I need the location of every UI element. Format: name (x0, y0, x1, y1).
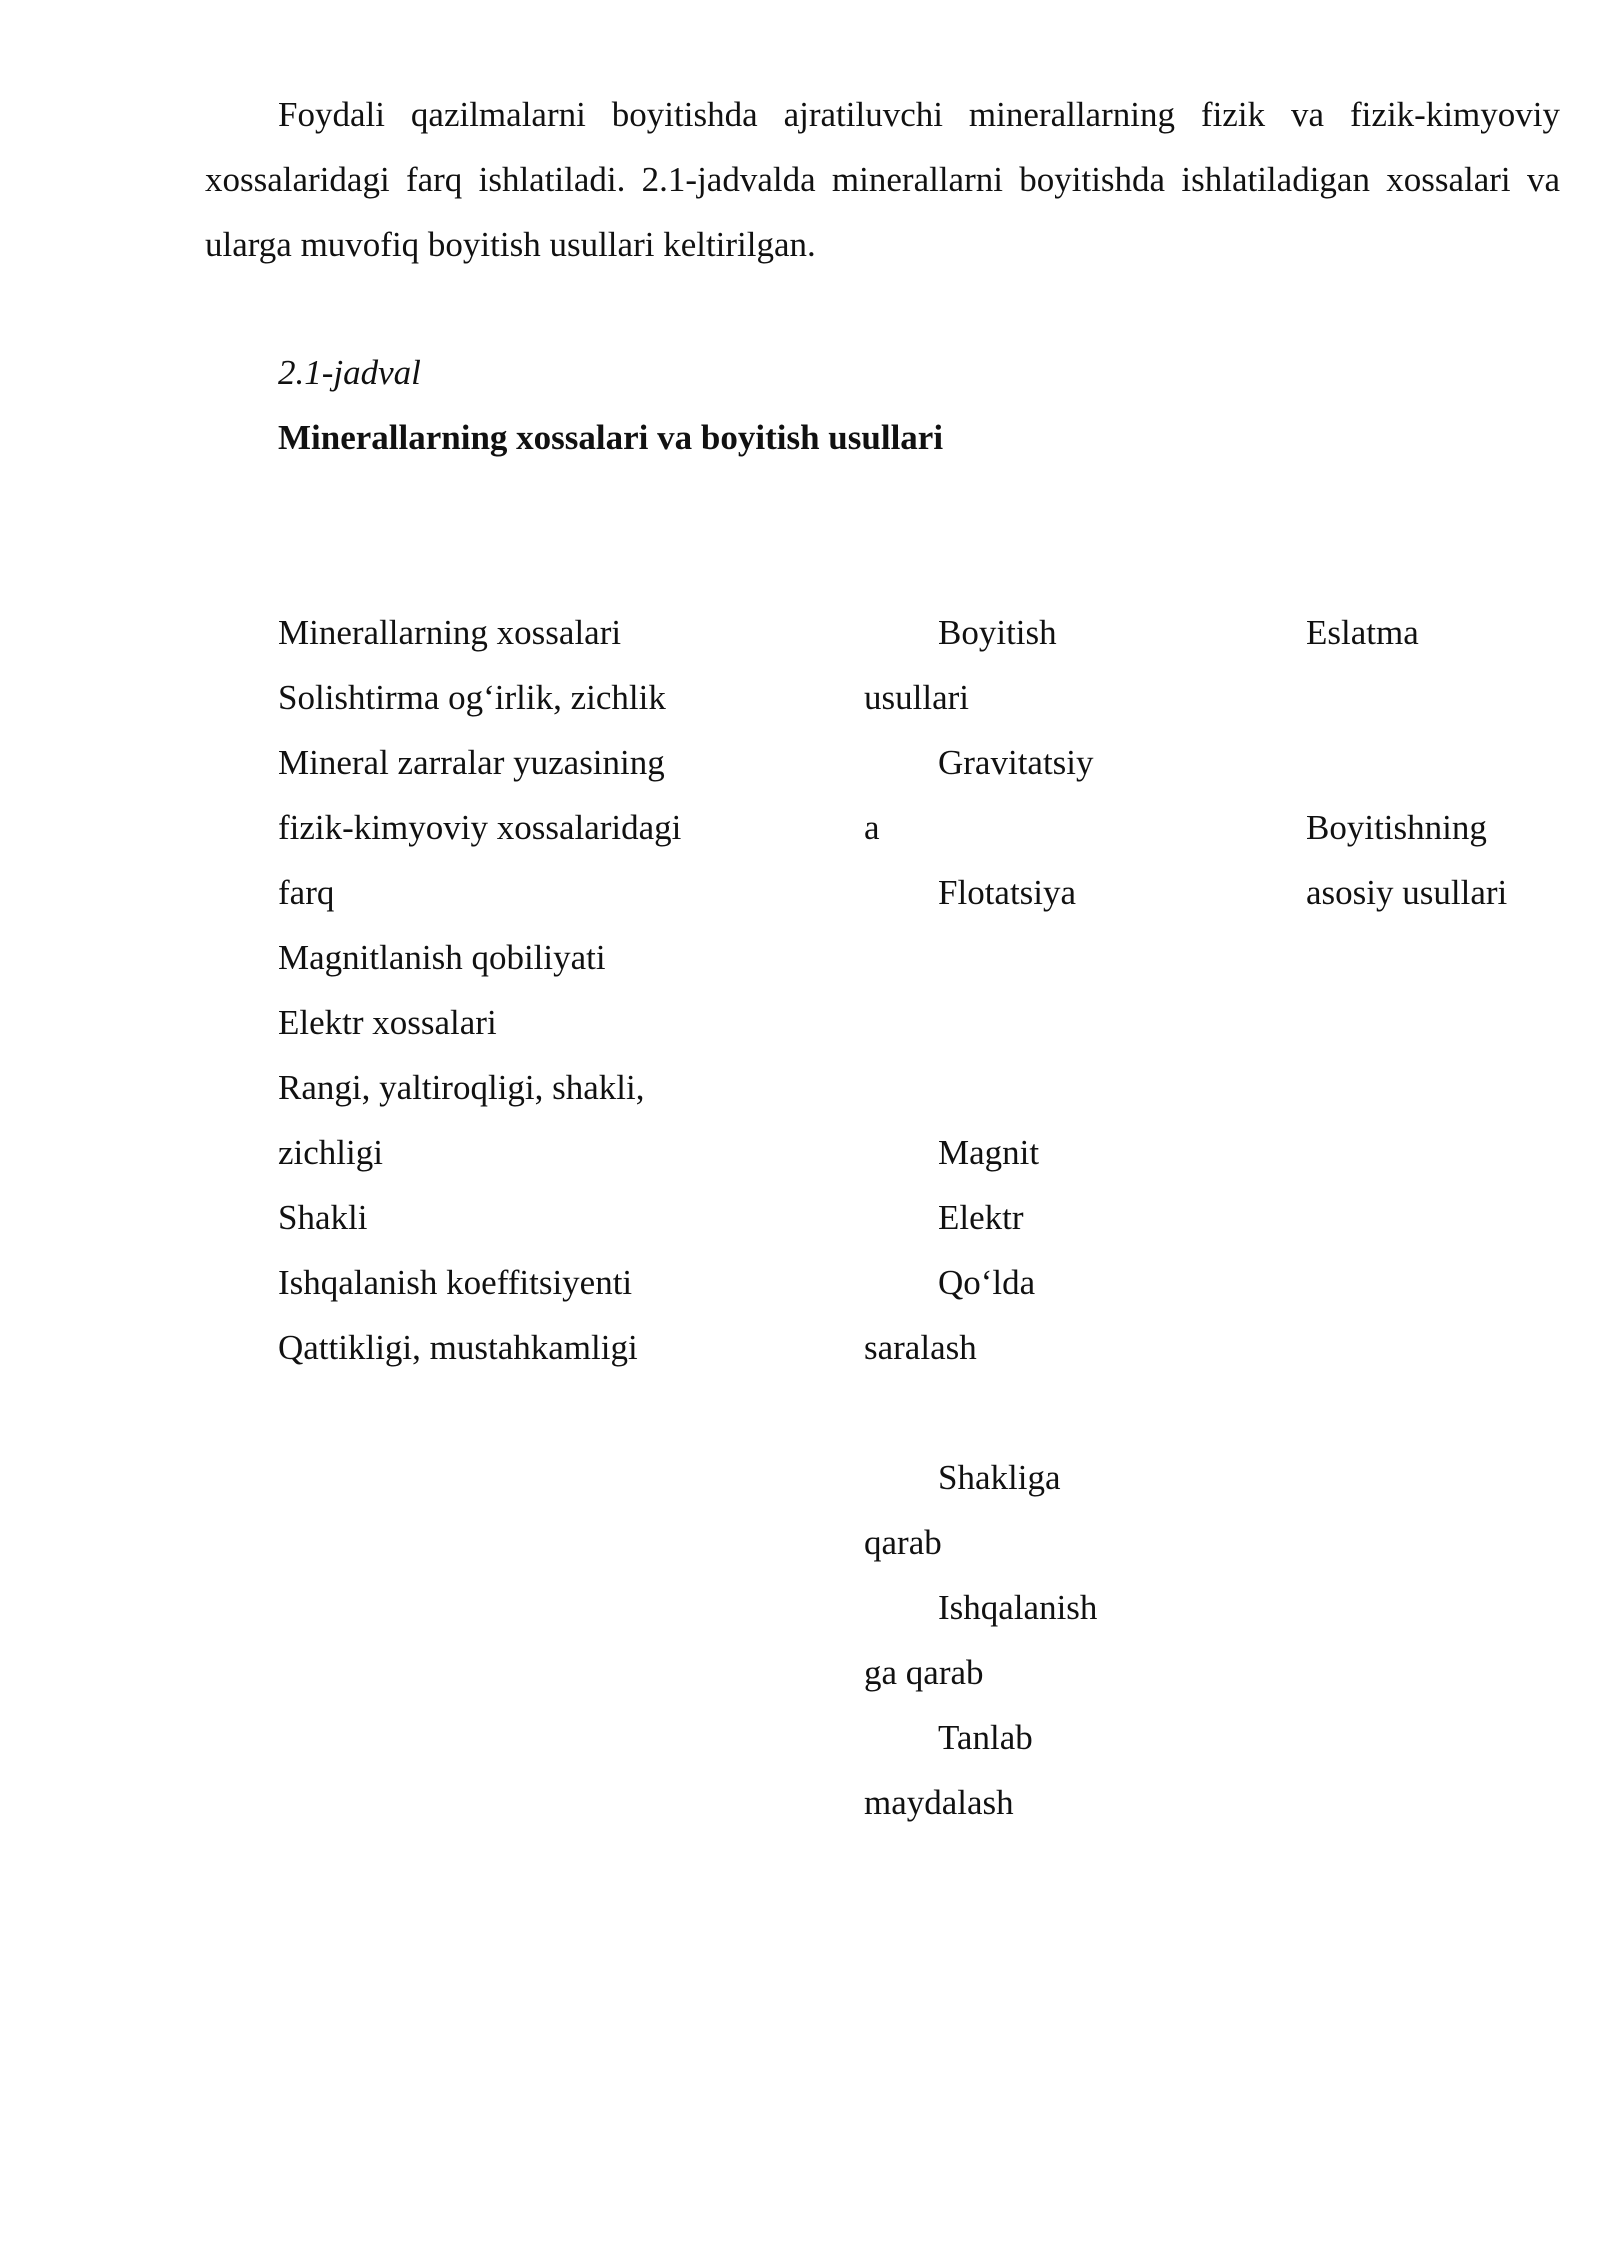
methods-column (864, 600, 1194, 1835)
method-spacer (864, 925, 1194, 990)
method-line: Qo‘lda (938, 1263, 1036, 1302)
property-line: Shakli (278, 1198, 368, 1237)
method-line: a (864, 808, 880, 847)
property-line: Mineral zarralar yuzasining (278, 743, 665, 782)
properties-column (278, 600, 838, 1380)
method-spacer (864, 1055, 1194, 1120)
notes-header: Eslatma (1306, 613, 1419, 652)
method-line: saralash (864, 1328, 977, 1367)
note-line: asosiy usullari (1306, 873, 1508, 912)
method-line: qarab (864, 1523, 942, 1562)
method-spacer (864, 990, 1194, 1055)
method-line: Gravitatsiy (938, 743, 1094, 782)
intro-paragraph: Foydali qazilmalarni boyitishda ajratiluvchi minerallarning fizik va fizik-kimyoviy xossalaridagi farq ishlatiladi. 2.1-jadvalda minerallarni boyitishda ishlatiladigan xossalari va ularga muvofiq boyitish usullari keltirilgan. (205, 95, 1560, 264)
method-line: Tanlab (938, 1718, 1033, 1757)
method-line: Elektr (938, 1198, 1024, 1237)
property-line: Qattikligi, mustahkamligi (278, 1328, 638, 1367)
method-line: ga qarab (864, 1653, 984, 1692)
method-line: Shakliga (938, 1458, 1061, 1497)
property-line: Magnitlanish qobiliyati (278, 938, 606, 977)
table-title: Minerallarning xossalari va boyitish usullari (278, 418, 944, 457)
table-caption: 2.1-jadval (278, 353, 421, 392)
properties-header: Minerallarning xossalari (278, 613, 622, 652)
methods-header: Boyitish (938, 613, 1057, 652)
property-line: Solishtirma og‘irlik, zichlik (278, 678, 666, 717)
property-line: farq (278, 873, 335, 912)
method-line: Magnit (938, 1133, 1040, 1172)
method-line: maydalash (864, 1783, 1014, 1822)
property-line: Elektr xossalari (278, 1003, 497, 1042)
method-line: Flotatsiya (938, 873, 1077, 912)
note-spacer (1306, 665, 1576, 730)
property-line: Ishqalanish koeffitsiyenti (278, 1263, 633, 1302)
property-line: fizik-kimyoviy xossalaridagi (278, 808, 682, 847)
methods-header-cont: usullari (864, 678, 969, 717)
method-spacer (864, 1380, 1194, 1445)
property-line: Rangi, yaltiroqligi, shakli, (278, 1068, 645, 1107)
note-line: Boyitishning (1306, 808, 1487, 847)
property-line: zichligi (278, 1133, 383, 1172)
method-line: Ishqalanish (938, 1588, 1098, 1627)
note-spacer (1306, 730, 1576, 795)
notes-column (1306, 600, 1576, 925)
